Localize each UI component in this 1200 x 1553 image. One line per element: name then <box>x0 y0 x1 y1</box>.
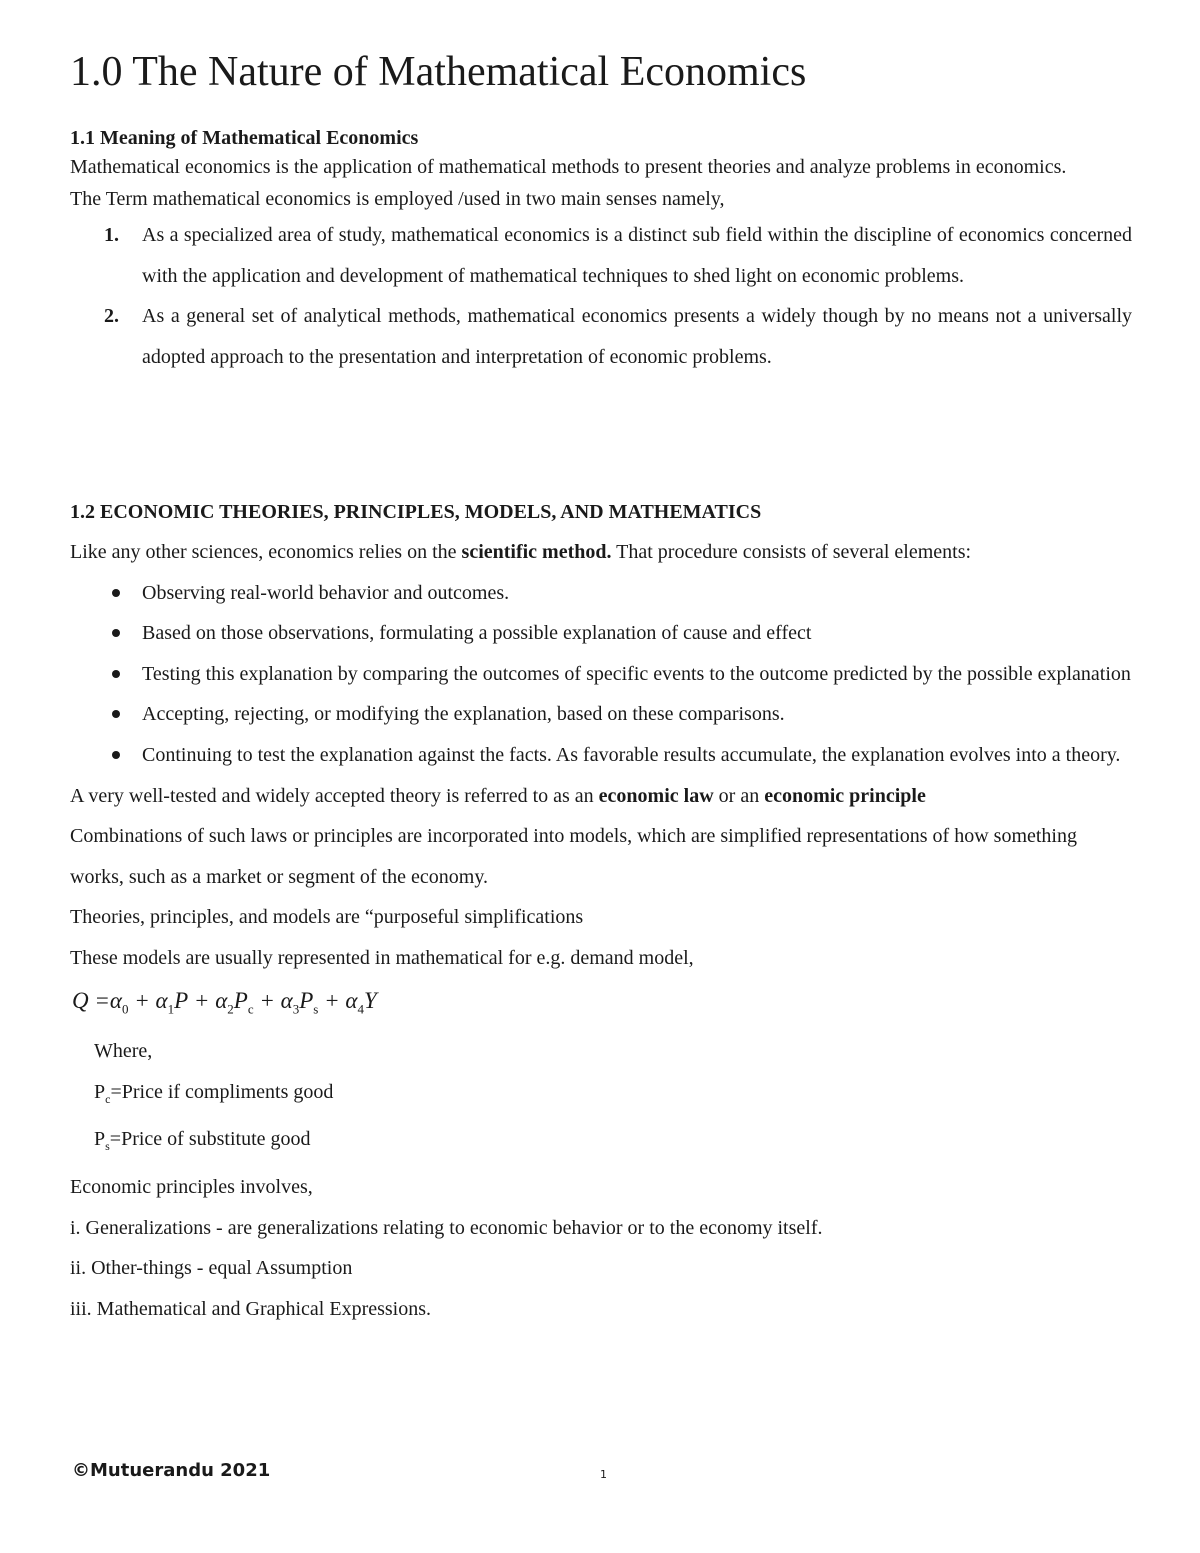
list-item: Continuing to test the explanation against the facts. As favorable results accumulate, the explanation evolves into a theory. <box>70 735 1132 776</box>
bullet-icon <box>112 589 120 597</box>
paragraph-senses: The Term mathematical economics is employed /used in two main senses namely, <box>70 188 725 210</box>
paragraph-models: Combinations of such laws or principles are incorporated into models, which are simplified representations of how something works, such as a market or segment of the economy. <box>70 825 1077 888</box>
section-heading-1-2: 1.2 ECONOMIC THEORIES, PRINCIPLES, MODELS, AND MATHEMATICS <box>70 501 762 523</box>
list-item: 1. As a specialized area of study, mathematical economics is a distinct sub field within the discipline of economics concerned with the application and development of mathematical techniques to shed light on economic problems. <box>104 224 1132 287</box>
ps-definition: $P_s=Price$ of substitute good <box>94 1128 311 1154</box>
bullet-icon <box>112 710 120 718</box>
section-meaning <box>70 124 1132 377</box>
paragraph-scientific-method: Like any other sciences, economics relies on the scientific method. That procedure consists of several elements: <box>70 541 972 563</box>
paragraph-represented: These models are usually represented in mathematical for e.g. demand model, <box>70 946 694 969</box>
bullet-icon <box>112 670 120 678</box>
senses-list <box>70 215 1132 377</box>
paragraph-involves: Economic principles involves, <box>70 1175 313 1198</box>
page-title: 1.0 The Nature of Mathematical Economics <box>70 49 807 95</box>
page-number: 1 <box>600 1468 607 1481</box>
principle-item: ii. Other-things - equal Assumption <box>70 1257 353 1280</box>
copyright-footer: ©Mutuerandu 2021 <box>72 1460 271 1481</box>
paragraph-economic-law: A very well-tested and widely accepted theory is referred to as an economic law or an economic principle <box>70 784 926 807</box>
method-steps-list <box>70 573 1132 776</box>
pc-definition: $P_c=Price$ if compliments good <box>94 1080 334 1106</box>
principle-item: iii. Mathematical and Graphical Expressions. <box>70 1297 432 1320</box>
bullet-icon <box>112 629 120 637</box>
list-item: Observing real-world behavior and outcomes. <box>70 573 1132 614</box>
list-item: 2. As a general set of analytical methods, mathematical economics presents a widely though by no means not a universally adopted approach to the presentation and interpretation of economic problems. <box>104 305 1132 368</box>
demand-equation: $Q =\alpha_0 + \alpha_1P + \alpha_2P_c + \alpha_3P_s + \alpha_4Y$ <box>72 987 377 1017</box>
where-label: Where, <box>94 1040 153 1063</box>
principle-item: i. Generalizations - are generalizations relating to economic behavior or to the economy itself. <box>70 1216 823 1239</box>
list-item: Based on those observations, formulating a possible explanation of cause and effect <box>70 613 1132 654</box>
paragraph-definition: Mathematical economics is the application of mathematical methods to present theories and analyze problems in economics. <box>70 156 1067 178</box>
section-theories <box>70 492 1132 1329</box>
list-item: Accepting, rejecting, or modifying the explanation, based on these comparisons. <box>70 694 1132 735</box>
section-heading-1-1: 1.1 Meaning of Mathematical Economics <box>70 127 419 149</box>
paragraph-simplifications: Theories, principles, and models are “purposeful simplifications <box>70 906 584 929</box>
list-item: Testing this explanation by comparing the outcomes of specific events to the outcome predicted by the possible explanation <box>70 654 1132 695</box>
bullet-icon <box>112 751 120 759</box>
